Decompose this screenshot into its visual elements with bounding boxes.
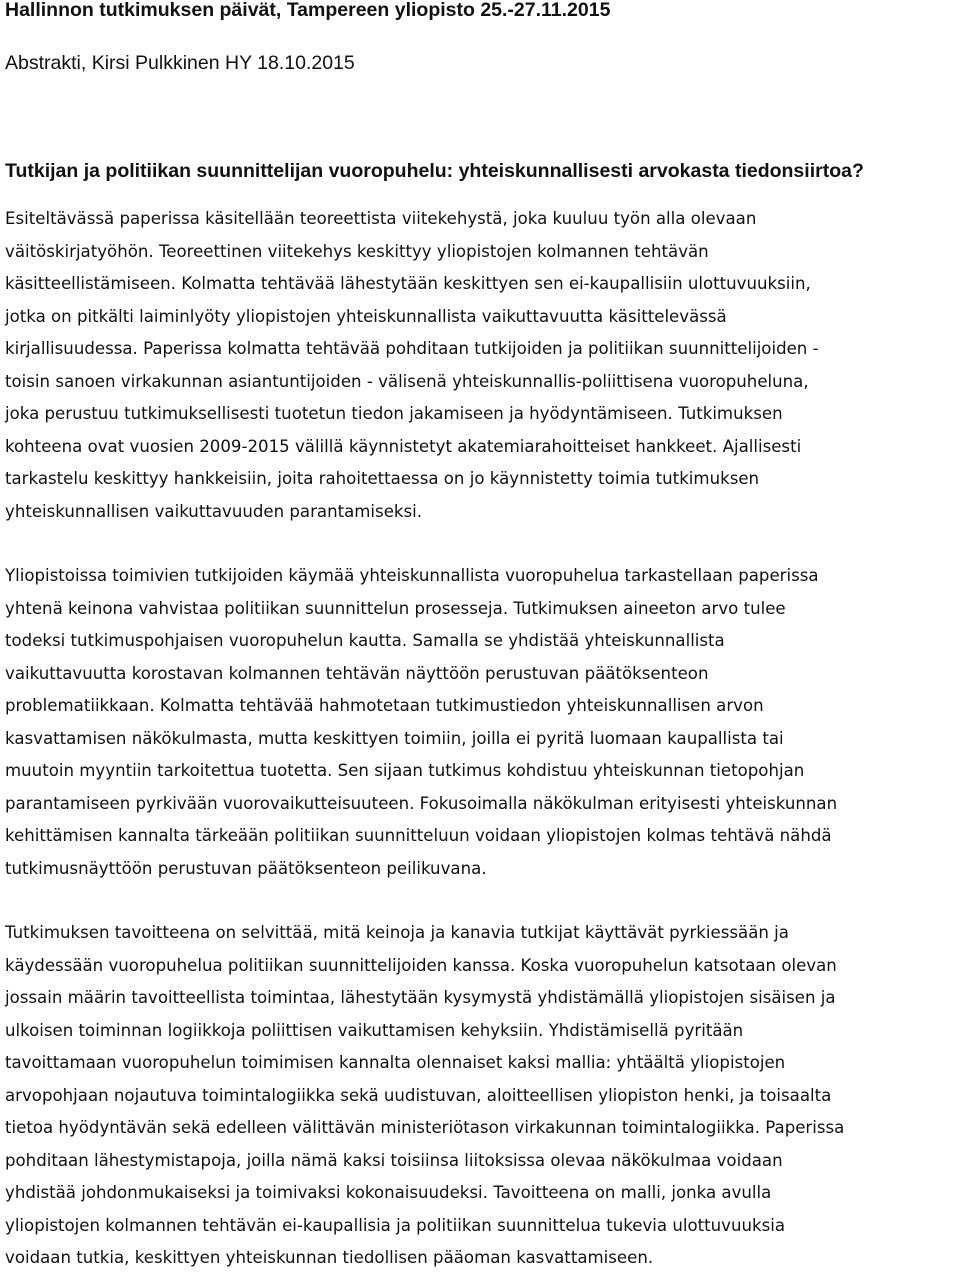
abstract-author-line: Abstrakti, Kirsi Pulkkinen HY 18.10.2015: [5, 52, 355, 74]
paragraph-line: todeksi tutkimuspohjaisen vuoropuhelun kautta. Samalla se yhdistää yhteiskunnallista: [5, 631, 725, 650]
conference-heading: Hallinnon tutkimuksen päivät, Tampereen yliopisto 25.-27.11.2015: [5, 0, 611, 21]
paragraph-line: tavoittamaan vuoropuhelun toimimisen kannalta olennaiset kaksi mallia: yhtäältä yliopistojen: [5, 1053, 786, 1072]
paragraph-line: yhteiskunnallisen vaikuttavuuden parantamiseksi.: [5, 501, 423, 521]
paragraph-line: käydessään vuoropuhelua politiikan suunnittelijoiden kanssa. Koska vuoropuhelun katsotaan olevan: [5, 955, 837, 975]
paragraph-line: arvopohjaan nojautuva toimintalogiikka sekä uudistuvan, aloitteellisen yliopiston henki, ja toisaalta: [5, 1085, 832, 1105]
paragraph-line: yhtenä keinona vahvistaa politiikan suunnittelun prosesseja. Tutkimuksen aineeton arvo tulee: [5, 598, 786, 618]
paragraph-line: pohditaan lähestymistapoja, joilla nämä kaksi toisiinsa liitoksissa olevaa näkökulmaa voidaan: [5, 1150, 783, 1170]
paragraph-line: tutkimusnäyttöön perustuvan päätöksenteon peilikuvana.: [5, 858, 487, 878]
paragraph-1: [5, 203, 955, 528]
paragraph-line: joka perustuu tutkimuksellisesti tuotetun tiedon jakamiseen ja hyödyntämiseen. Tutkimuksen: [5, 404, 783, 423]
paragraph-line: jotka on pitkälti laiminlyöty yliopistojen yhteiskunnallista vaikuttavuutta käsittelevässä: [5, 306, 727, 326]
paragraph-line: kehittämisen kannalta tärkeään politiikan suunnitteluun voidaan yliopistojen kolmas tehtävä nähdä: [5, 826, 832, 845]
paragraph-line: käsitteellistämiseen. Kolmatta tehtävää lähestytään keskittyen sen ei-kaupallisiin ulottuvuuksiin,: [5, 274, 811, 293]
paragraph-line: jossain määrin tavoitteellista toimintaa, lähestytään kysymystä yhdistämällä yliopistojen sisäisen ja: [5, 988, 836, 1007]
paragraph-line: vaikuttavuutta korostavan kolmannen tehtävän näyttöön perustuvan päätöksenteon: [5, 663, 709, 683]
paragraph-line: ulkoisen toiminnan logiikkoja poliittisen vaikuttamisen kehyksiin. Yhdistämisellä pyritään: [5, 1020, 744, 1040]
paragraph-line: voidaan tutkia, keskittyen yhteiskunnan tiedollisen pääoman kasvattamiseen.: [5, 1248, 654, 1267]
paragraph-line: yliopistojen kolmannen tehtävän ei-kaupallisia ja politiikan suunnittelua tukevia ulottuvuuksia: [5, 1215, 786, 1235]
paragraph-line: yhdistää johdonmukaiseksi ja toimivaksi kokonaisuudeksi. Tavoitteena on malli, jonka avulla: [5, 1183, 772, 1202]
paragraph-line: Tutkimuksen tavoitteena on selvittää, mitä keinoja ja kanavia tutkijat käyttävät pyrkiessään ja: [5, 923, 789, 942]
paragraph-line: kohteena ovat vuosien 2009-2015 välillä käynnistetyt akatemiarahoitteiset hankkeet. Ajallisesti: [5, 436, 802, 456]
paragraph-3: [5, 917, 955, 1275]
paragraph-line: tietoa hyödyntävän sekä edelleen välittävän ministeriötason virkakunnan toimintalogiikka. Paperissa: [5, 1118, 845, 1137]
paper-title: Tutkijan ja politiikan suunnittelijan vuoropuhelu: yhteiskunnallisesti arvokasta tiedonsiirtoa?: [5, 160, 864, 182]
paragraph-line: kirjallisuudessa. Paperissa kolmatta tehtävää pohditaan tutkijoiden ja politiikan suunnittelijoiden -: [5, 339, 819, 358]
paragraph-line: parantamiseen pyrkivään vuorovaikutteisuuteen. Fokusoimalla näkökulman erityisesti yhteiskunnan: [5, 793, 838, 813]
paragraph-line: kasvattamisen näkökulmasta, mutta keskittyen toimiin, joilla ei pyritä luomaan kaupallista tai: [5, 728, 784, 748]
paragraph-line: Esiteltävässä paperissa käsitellään teoreettista viitekehystä, joka kuuluu työn alla olevaan: [5, 209, 757, 228]
paragraph-line: problematiikkaan. Kolmatta tehtävää hahmotetaan tutkimustiedon yhteiskunnallisen arvon: [5, 696, 764, 715]
paragraph-line: Yliopistoissa toimivien tutkijoiden käymää yhteiskunnallista vuoropuhelua tarkastellaan paperissa: [5, 566, 819, 585]
paragraph-line: väitöskirjatyöhön. Teoreettinen viitekehys keskittyy yliopistojen kolmannen tehtävän: [5, 241, 709, 261]
paragraph-line: tarkastelu keskittyy hankkeisiin, joita rahoitettaessa on jo käynnistetty toimia tutkimuksen: [5, 469, 760, 488]
paragraph-line: toisin sanoen virkakunnan asiantuntijoiden - välisenä yhteiskunnallis-poliittisena vuoropuheluna,: [5, 371, 809, 391]
paragraph-2: [5, 560, 955, 885]
paragraph-line: muutoin myyntiin tarkoitettua tuotetta. Sen sijaan tutkimus kohdistuu yhteiskunnan tietopohjan: [5, 761, 805, 780]
